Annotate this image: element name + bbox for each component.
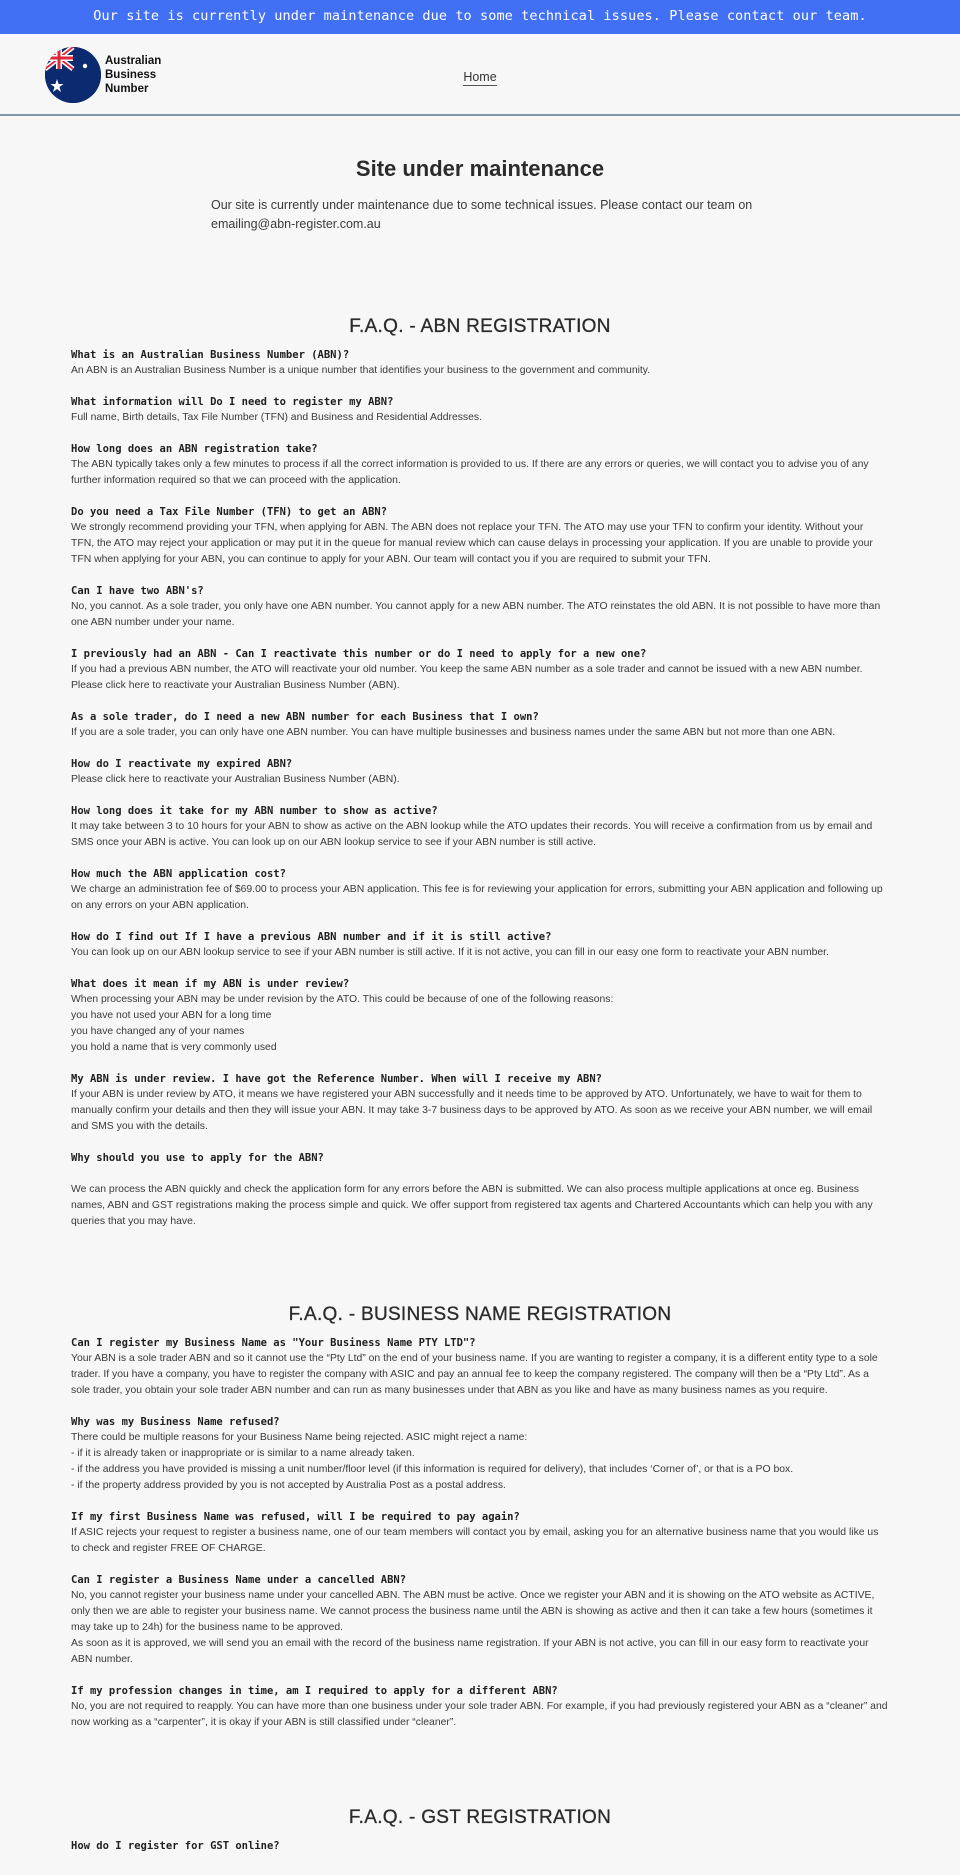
faq-question: Can I register my Business Name as "Your Business Name PTY LTD"? xyxy=(71,1337,476,1349)
faq-answer-line: An ABN is an Australian Business Number is a unique number that identifies your business to the government and community. xyxy=(71,365,651,376)
faq-answer-line: you hold a name that is very commonly used xyxy=(71,1042,277,1053)
faq-abn-list xyxy=(71,348,889,1230)
faq-item xyxy=(71,1573,889,1668)
faq-question: Can I have two ABN's? xyxy=(71,585,204,597)
faq-answer-line: you have not used your ABN for a long time xyxy=(71,1010,272,1021)
faq-answer-line: If you are a sole trader, you can only have one ABN number. You can have multiple businesses and business names under the same ABN but not more than one ABN. xyxy=(71,727,836,738)
faq-answer-line: Please click here to reactivate your Australian Business Number (ABN). xyxy=(71,774,400,785)
faq-abn-title: F.A.Q. - ABN REGISTRATION xyxy=(349,316,611,337)
faq-item xyxy=(71,977,889,1056)
faq-answer-line: If ASIC rejects your request to register a business name, one of our team members will contact you by email, asking you for an alternative business name that you would like us to check and register FREE OF CHARGE. xyxy=(71,1527,879,1554)
faq-answer-line: We charge an administration fee of $69.00 to process your ABN application. This fee is for reviewing your application for errors, submitting your ABN application and following up on any errors on your ABN application. xyxy=(71,884,883,911)
faq-item xyxy=(71,804,889,851)
faq-answer-line: Full name, Birth details, Tax File Number (TFN) and Business and Residential Addresses. xyxy=(71,412,482,423)
faq-item xyxy=(71,1684,889,1731)
faq-answer-line: The ABN typically takes only a few minutes to process if all the correct information is provided to us. If there are any errors or queries, we will contact you to advise you of any further information required so that we can proceed with the application. xyxy=(71,459,869,486)
faq-item xyxy=(71,348,889,379)
faq-business-name-section xyxy=(0,1304,960,1731)
faq-item xyxy=(71,710,889,741)
faq-answer-line: No, you are not required to reapply. You can have more than one business under your sole trader ABN. For example, if you had previously registered your ABN as a “cleaner” and now working as a “carpenter”, it is okay if your ABN is still classified under “cleaner”. xyxy=(71,1701,888,1728)
maintenance-banner-text: Our site is currently under maintenance due to some technical issues. Please contact our team. xyxy=(93,8,867,24)
faq-question: What is an Australian Business Number (ABN)? xyxy=(71,349,350,361)
faq-question: How do I reactivate my expired ABN? xyxy=(71,758,293,770)
site-header xyxy=(0,34,960,116)
faq-question: What does it mean if my ABN is under review? xyxy=(71,978,350,990)
maintenance-message: Our site is currently under maintenance due to some technical issues. Please contact our team on emailing@abn-register.com.au xyxy=(211,198,753,231)
faq-answer-line: We can process the ABN quickly and check the application form for any errors before the ABN is submitted. We can also process multiple applications at once eg. Business names, ABN and GST registrations making the process simple and quick. We offer support from registered tax agents and Chartered Accountants which can help you with any queries that you may have. xyxy=(71,1184,873,1227)
faq-item xyxy=(71,1072,889,1135)
faq-answer-line: As soon as it is approved, we will send you an email with the record of the business name registration. If your ABN is not active, you can fill in our easy form to reactivate your ABN number. xyxy=(71,1638,869,1665)
faq-answer-line: You can look up on our ABN lookup service to see if your ABN number is still active. If it is not active, you can fill in our easy one form to reactivate your ABN number. xyxy=(71,947,829,958)
faq-item xyxy=(71,1510,889,1557)
faq-item xyxy=(71,1839,889,1854)
logo-text: Australian Business Number xyxy=(105,55,162,95)
faq-item xyxy=(71,647,889,694)
faq-answer-line: - if the address you have provided is missing a unit number/floor level (if this information is required for delivery), that includes ‘Corner of’, or that is a PO box. xyxy=(71,1464,794,1475)
spacer xyxy=(71,1166,889,1182)
faq-abn-section xyxy=(0,316,960,1230)
faq-answer-line: No, you cannot. As a sole trader, you only have one ABN number. You cannot apply for a new ABN number. The ATO reinstates the old ABN. It is not possible to have more than one ABN number under your name. xyxy=(71,601,881,628)
faq-question: How much the ABN application cost? xyxy=(71,868,286,880)
faq-gst-title: F.A.Q. - GST REGISTRATION xyxy=(348,1807,612,1828)
faq-business-name-list xyxy=(71,1336,889,1731)
maintenance-banner xyxy=(0,0,960,34)
faq-question: I previously had an ABN - Can I reactivate this number or do I need to apply for a new one? xyxy=(71,648,647,660)
maintenance-section xyxy=(0,116,960,234)
faq-answer-line: We strongly recommend providing your TFN, when applying for ABN. The ABN does not replace your TFN. The ATO may use your TFN to confirm your identity. Without your TFN, the ATO may reject your application or may put it in the queue for manual review which can cause delays in processing your application. If you are unable to provide your TFN when applying for your ABN, you can continue to apply for your ABN. Our team will contact you if you are required to submit your TFN. xyxy=(71,522,873,565)
faq-item xyxy=(71,505,889,568)
faq-answer-line: If your ABN is under review by ATO, it means we have registered your ABN successfully and it needs time to be approved by ATO. Unfortunately, we have to wait for them to manually confirm your details and then they will issue your ABN. It may take 3-7 business days to be approved by ATO. As soon as we receive your ABN number, we will email and SMS you with the details. xyxy=(71,1089,873,1132)
faq-question: How long does an ABN registration take? xyxy=(71,443,318,455)
faq-answer-line: - if the property address provided by you is not accepted by Australia Post as a postal address. xyxy=(71,1480,506,1491)
faq-question: As a sole trader, do I need a new ABN number for each Business that I own? xyxy=(71,711,539,723)
nav-home-link[interactable]: Home xyxy=(463,70,497,84)
faq-item xyxy=(71,1151,889,1230)
faq-answer-line: It may take between 3 to 10 hours for your ABN to show as active on the ABN lookup while the ATO updates their records. You will receive a confirmation from us by email and SMS once your ABN is active. You can look up on our ABN lookup service to see if your ABN number is still active. xyxy=(71,821,873,848)
faq-question: If my first Business Name was refused, will I be required to pay again? xyxy=(71,1511,520,1523)
faq-answer-line: There could be multiple reasons for your Business Name being rejected. ASIC might reject a name: xyxy=(71,1432,528,1443)
faq-item xyxy=(71,395,889,426)
faq-item xyxy=(71,930,889,961)
faq-question: What information will Do I need to register my ABN? xyxy=(71,396,394,408)
faq-question: Why should you use to apply for the ABN? xyxy=(71,1152,324,1164)
faq-gst-list xyxy=(71,1839,889,1854)
faq-business-name-title: F.A.Q. - BUSINESS NAME REGISTRATION xyxy=(288,1304,672,1325)
faq-question: Why was my Business Name refused? xyxy=(71,1416,280,1428)
faq-question: Do you need a Tax File Number (TFN) to get an ABN? xyxy=(71,506,388,518)
faq-answer-line: Your ABN is a sole trader ABN and so it cannot use the “Pty Ltd” on the end of your business name. If you are wanting to register a company, it is a different entity type to a sole trader. If you have a company, you have to register the company with ASIC and pay an annual fee to keep the company registered. The company will then be a “Pty Ltd”. As a sole trader, you obtain your sole trader ABN number and can run as many businesses under that ABN as you like and have as many business names as you require. xyxy=(71,1353,878,1396)
faq-answer-line: - if it is already taken or inappropriate or is similar to a name already taken. xyxy=(71,1448,415,1459)
faq-item xyxy=(71,757,889,788)
faq-question: Can I register a Business Name under a cancelled ABN? xyxy=(71,1574,407,1586)
faq-item xyxy=(71,1415,889,1494)
faq-question: If my profession changes in time, am I required to apply for a different ABN? xyxy=(71,1685,558,1697)
faq-question: My ABN is under review. I have got the Reference Number. When will I receive my ABN? xyxy=(71,1073,603,1085)
faq-question: How do I register for GST online? xyxy=(71,1840,280,1852)
faq-question: How do I find out If I have a previous ABN number and if it is still active? xyxy=(71,931,552,943)
faq-answer-line: you have changed any of your names xyxy=(71,1026,245,1037)
main-nav xyxy=(0,68,960,86)
faq-item xyxy=(71,442,889,489)
faq-item xyxy=(71,1336,889,1399)
faq-item xyxy=(71,584,889,631)
faq-answer-line: No, you cannot register your business name under your cancelled ABN. The ABN must be active. Once we register your ABN and it is showing on the ATO website as ACTIVE, only then we are able to register your business name. We cannot process the business name until the ABN is showing as active and then it can take a few hours (sometimes it may take up to 24h) for the business name to be approved. xyxy=(71,1590,875,1633)
faq-answer-line: If you had a previous ABN number, the ATO will reactivate your old number. You keep the same ABN number as a sole trader and cannot be issued with a new ABN number. Please click here to reactivate your Australian Business Number (ABN). xyxy=(71,664,863,691)
maintenance-title: Site under maintenance xyxy=(355,156,605,181)
faq-question: How long does it take for my ABN number to show as active? xyxy=(71,805,438,817)
faq-gst-section xyxy=(0,1807,960,1854)
faq-answer-line: When processing your ABN may be under revision by the ATO. This could be because of one of the following reasons: xyxy=(71,994,614,1005)
faq-item xyxy=(71,867,889,914)
